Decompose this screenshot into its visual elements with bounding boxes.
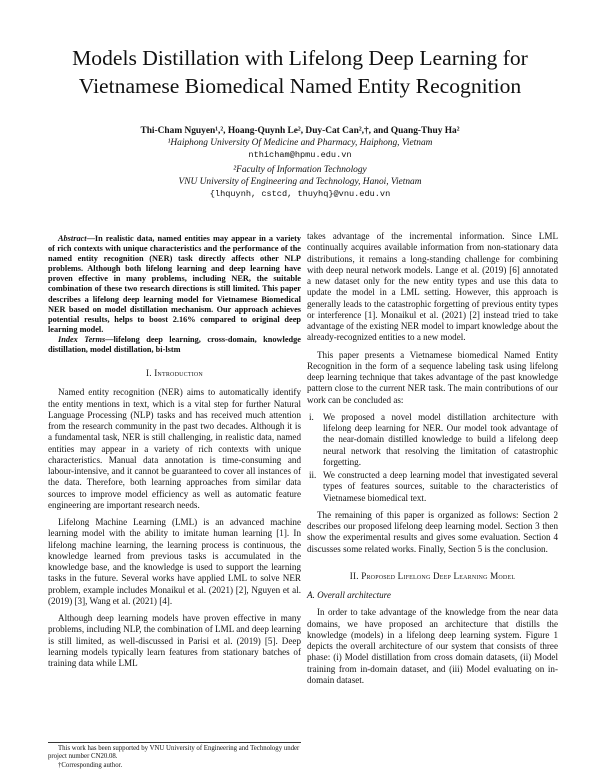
section-heading-introduction: I. Introduction — [146, 368, 203, 379]
author-names: Thi-Cham Nguyen¹,², Hoang-Quynh Le², Duy-Cat Can²,†, and Quang-Thuy Ha² — [140, 126, 460, 136]
list-item-text: We constructed a deep learning model that investigated several types of features sources, suitable to the characteristics of Vietnamese biomedical text. — [323, 470, 558, 503]
paper-title: Models Distillation with Lifelong Deep Learning for Vietnamese Biomedical Named Entity Recognition — [72, 46, 528, 98]
footnote-funding: This work has been supported by VNU University of Engineering and Technology under project number CN20.08. — [48, 745, 300, 761]
section-heading-proposed-model: II. Proposed Lifelong Deep Learning Model — [349, 570, 516, 581]
author-block — [20, 125, 580, 200]
left-column — [48, 234, 301, 675]
email-2: {lhquynh, cstcd, thuyhq}@vnu.edu.vn — [209, 189, 391, 199]
intro-paragraph-1: Named entity recognition (NER) aims to automatically identify the entity mentions in text, which is a vital step for further Natural Language Processing (NLP) tasks and has received much attention from the research community in the past two decades. Although it is a fundamental task, NER is still challenging, in realistic data, named entities may appear in a variety of rich contexts with unique characteristics. Manual data annotation is time-consuming and labour-intensive, and it cannot be guaranteed to cover all instances of the data. Therefore, both learning approaches from similar data sources to improve model efficiency as well as automatic feature engineering are important research needs. — [48, 387, 301, 510]
list-marker: i. — [309, 411, 314, 422]
email-1: nthicham@hpmu.edu.vn — [248, 150, 352, 160]
list-item — [307, 470, 558, 504]
abstract-label: Abstract — [58, 234, 87, 243]
list-marker: ii. — [309, 470, 317, 480]
affiliation-2a: ²Faculty of Information Technology — [233, 165, 367, 175]
intro-paragraph-2: Lifelong Machine Learning (LML) is an advanced machine learning model with the ability to imitate human learning [1]. In lifelong machine learning, the learning process is continuous, the knowledge learned from previous tasks is accumulated in the knowledge base, and the knowledge is used to support the learning tasks in the future. Several works have applied LML to solve NER problem, example includes Monaikul et al. (2021) [2], Nguyen et al. (2019) [3], Wang et al. (2021) [4]. — [48, 517, 301, 606]
intro-paragraph-4: This paper presents a Vietnamese biomedical Named Entity Recognition in the form of a sequence labeling task using lifelong deep learning technique that takes advantage of the past knowledge pattern close to the current NER task. The main contributions of our work can be concluded as: — [307, 349, 558, 405]
index-terms-text: —lifelong deep learning, cross-domain, knowledge distillation, model distillation, bi-lstm — [48, 334, 301, 355]
index-terms-label: Index Terms — [58, 334, 106, 344]
contribution-list — [307, 412, 558, 504]
intro-paragraph-3: Although deep learning models have proven effective in many problems, including NLP, the combination of LML and deep learning is still limited, as well-discussed in Parisi et al. (2019) [5]. Deep learning models typically learn features from stationary batches of training data while LML — [48, 613, 301, 669]
intro-paragraph-5: The remaining of this paper is organized as follows: Section 2 describes our proposed lifelong deep learning model. Section 3 then show the experimental results and gives some evaluation. Section 4 discusses some related works. Finally, Section 5 is the conclusion. — [307, 509, 558, 554]
right-column — [307, 231, 558, 692]
list-item-text: We proposed a novel model distillation architecture with lifelong deep learning for NER. Our model took advantage of the near-domain distilled knowledge to build a lifelong deep neural network that resolving the limitation of catastrophic forgetting. — [323, 411, 558, 467]
subsection-heading-overall-architecture: A. Overall architecture — [307, 590, 391, 600]
footnotes — [48, 742, 301, 770]
index-terms — [48, 335, 301, 355]
intro-paragraph-3-continued: takes advantage of the incremental information. Since LML continually acquires available information from non-stationary data distributions, it remains a long-standing challenge for combining with deep neural network models. Lange et al. (2019) [6] annotated a new dataset only for the new entity types and use this data to update the model in a LML setting. However, this approach is generally leads to the catastrophic forgetting of previous entity types or interference [1]. Monaikul et al. (2021) [2] instead tried to take advantage of the existing NER model to impart knowledge about the already-recognized entities to a new model. — [307, 231, 558, 343]
abstract — [48, 234, 301, 335]
architecture-paragraph-1: In order to take advantage of the knowledge from the near data domains, we have proposed an architecture that distills the knowledge (models) in a lifelong deep learning system. Figure 1 depicts the overall architecture of our system that consists of three phase: (i) Model distillation from cross domain datasets, (ii) Model training from in-domain dataset, and (iii) Model evaluating on in-domain dataset. — [307, 607, 558, 685]
affiliation-1: ¹Haiphong University Of Medicine and Pharmacy, Haiphong, Vietnam — [167, 138, 433, 148]
abstract-text: —In realistic data, named entities may appear in a variety of rich contexts with unique characteristics and the performance of the named entity recognition (NER) task directly affects other NLP problems. Although both lifelong learning and deep learning have proven effective in many problems, including NER, the suitable combination of these two research directions is still limited. This paper describes a lifelong deep learning model for Vietnamese Biomedical NER based on model distillation mechanism. Our approach achieves potential results, helps to boost 2.16% compared to original deep learning model. — [48, 234, 301, 334]
affiliation-2b: VNU University of Engineering and Technology, Hanoi, Vietnam — [178, 177, 422, 187]
footnote-corresponding: †Corresponding author. — [58, 761, 123, 769]
list-item — [307, 412, 558, 468]
